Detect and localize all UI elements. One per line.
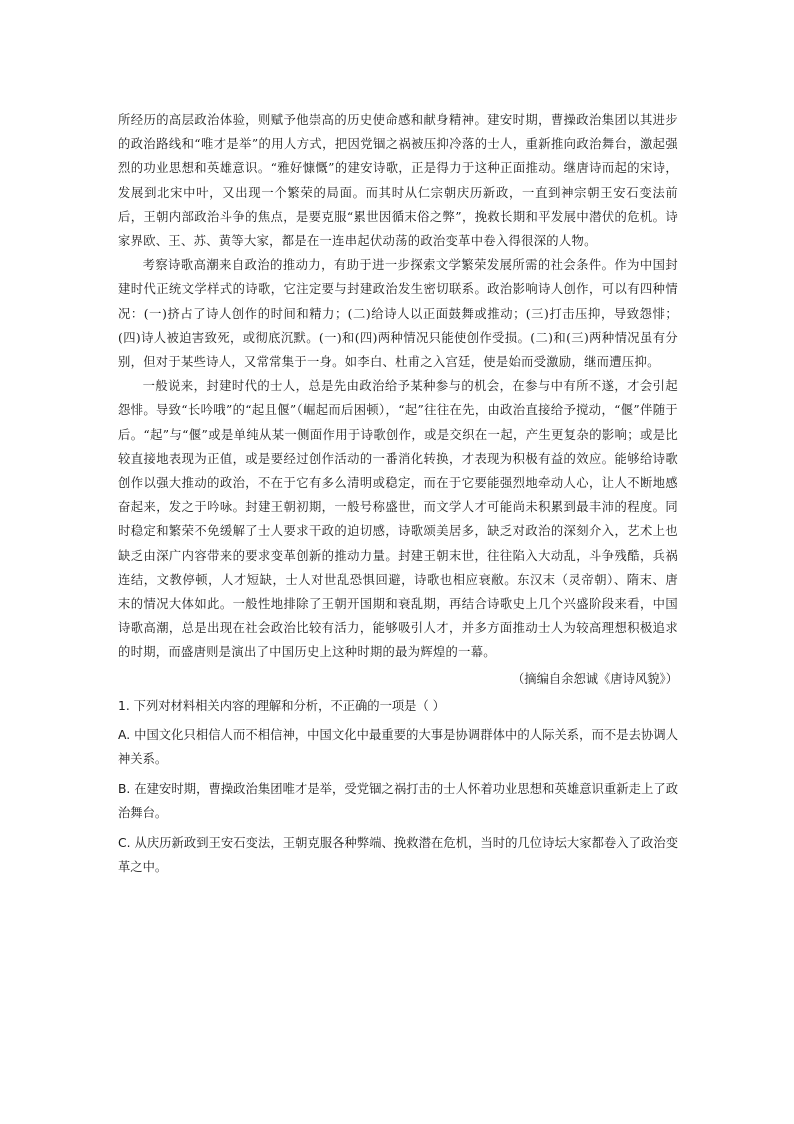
passage-paragraph-2: 考察诗歌高潮来自政治的推动力，有助于进一步探索文学繁荣发展所需的社会条件。作为中国封建时代正统文学样式的诗歌，它注定要与封建政治发生密切联系。政治影响诗人创作，可以有四种情况：(一)挤占了诗人创作的时间和精力；(二)给诗人以正面鼓舞或推动；(三)打击压抑，导致怨悱；(四)诗人被迫害致死，或彻底沉默。(一)和(四)两种情况只能使创作受损。(二)和(三)两种情况虽有分别，但对于某些诗人，又常常集于一身。如李白、杜甫之入宫廷，使是始而受激励，继而遭压抑。 bbox=[118, 258, 678, 370]
question-stem: 1. 下列对材料相关内容的理解和分析，不正确的一项是（ ） bbox=[118, 698, 445, 713]
passage-source: （摘编自余恕诚《唐诗风貌》） bbox=[511, 671, 678, 686]
document-page bbox=[118, 108, 678, 880]
question-option-a: A. 中国文化只相信人而不相信神，中国文化中最重要的大事是协调群体中的人际关系，而不是去协调人神关系。 bbox=[118, 727, 678, 767]
passage-paragraph-3: 一般说来，封建时代的士人，总是先由政治给予某种参与的机会，在参与中有所不遂，才会引起怨悱。导致“长吟哦”的“起且偃”（崛起而后困顿），“起”往往在先，由政治直接给予搅动，“偃”伴随于后。“起”与“偃”或是单纯从某一侧面作用于诗歌创作，或是交织在一起，产生更复杂的影响；或是比较直接地表现为正值，或是要经过创作活动的一番消化转换，才表现为积极有益的效应。能够给诗歌创作以强大推动的政治，不在于它有多么清明或稳定，而在于它要能强烈地牵动人心，让人不断地感奋起来，发之于吟咏。封建王朝初期，一般号称盛世，而文学人才可能尚未积累到最丰沛的程度。同时稳定和繁荣不免缓解了士人要求干政的迫切感，诗歌颂美居多，缺乏对政治的深刻介入，艺术上也缺乏由深广内容带来的要求变革创新的推动力量。封建王朝末世，往往陷入大动乱，斗争残酷，兵祸连结，文教停顿，人才短缺，士人对世乱恐惧回避，诗歌也相应衰敝。东汉末（灵帝朝）、隋末、唐末的情况大体如此。一般性地排除了王朝开国期和衰乱期，再结合诗歌史上几个兴盛阶段来看，中国诗歌高潮，总是出现在社会政治比较有活力，能够吸引人才，并多方面推动士人为较高理想积极追求的时期，而盛唐则是演出了中国历史上这种时期的最为辉煌的一幕。 bbox=[118, 379, 678, 660]
question-option-c: C. 从庆历新政到王安石变法，王朝克服各种弊端、挽救潜在危机，当时的几位诗坛大家都卷入了政治变革之中。 bbox=[118, 835, 678, 875]
passage-paragraph-1: 所经历的高层政治体验，则赋予他崇高的历史使命感和献身精神。建安时期，曹操政治集团以其进步的政治路线和“唯才是举”的用人方式，把因党锢之祸被压抑冷落的士人，重新推向政治舞台，激起强烈的功业思想和英雄意识。“雅好慷慨”的建安诗歌，正是得力于这种正面推动。继唐诗而起的宋诗，发展到北宋中叶，又出现一个繁荣的局面。而其时从仁宗朝庆历新政，一直到神宗朝王安石变法前后，王朝内部政治斗争的焦点，是要克服“累世因循末俗之弊”，挽救长期和平发展中潜伏的危机。诗家界欧、王、苏、黄等大家，都是在一连串起伏动荡的政治变革中卷入得很深的人物。 bbox=[118, 113, 678, 249]
question-option-b: B. 在建安时期，曹操政治集团唯才是举，受党锢之祸打击的士人怀着功业思想和英雄意识重新走上了政治舞台。 bbox=[118, 781, 678, 821]
